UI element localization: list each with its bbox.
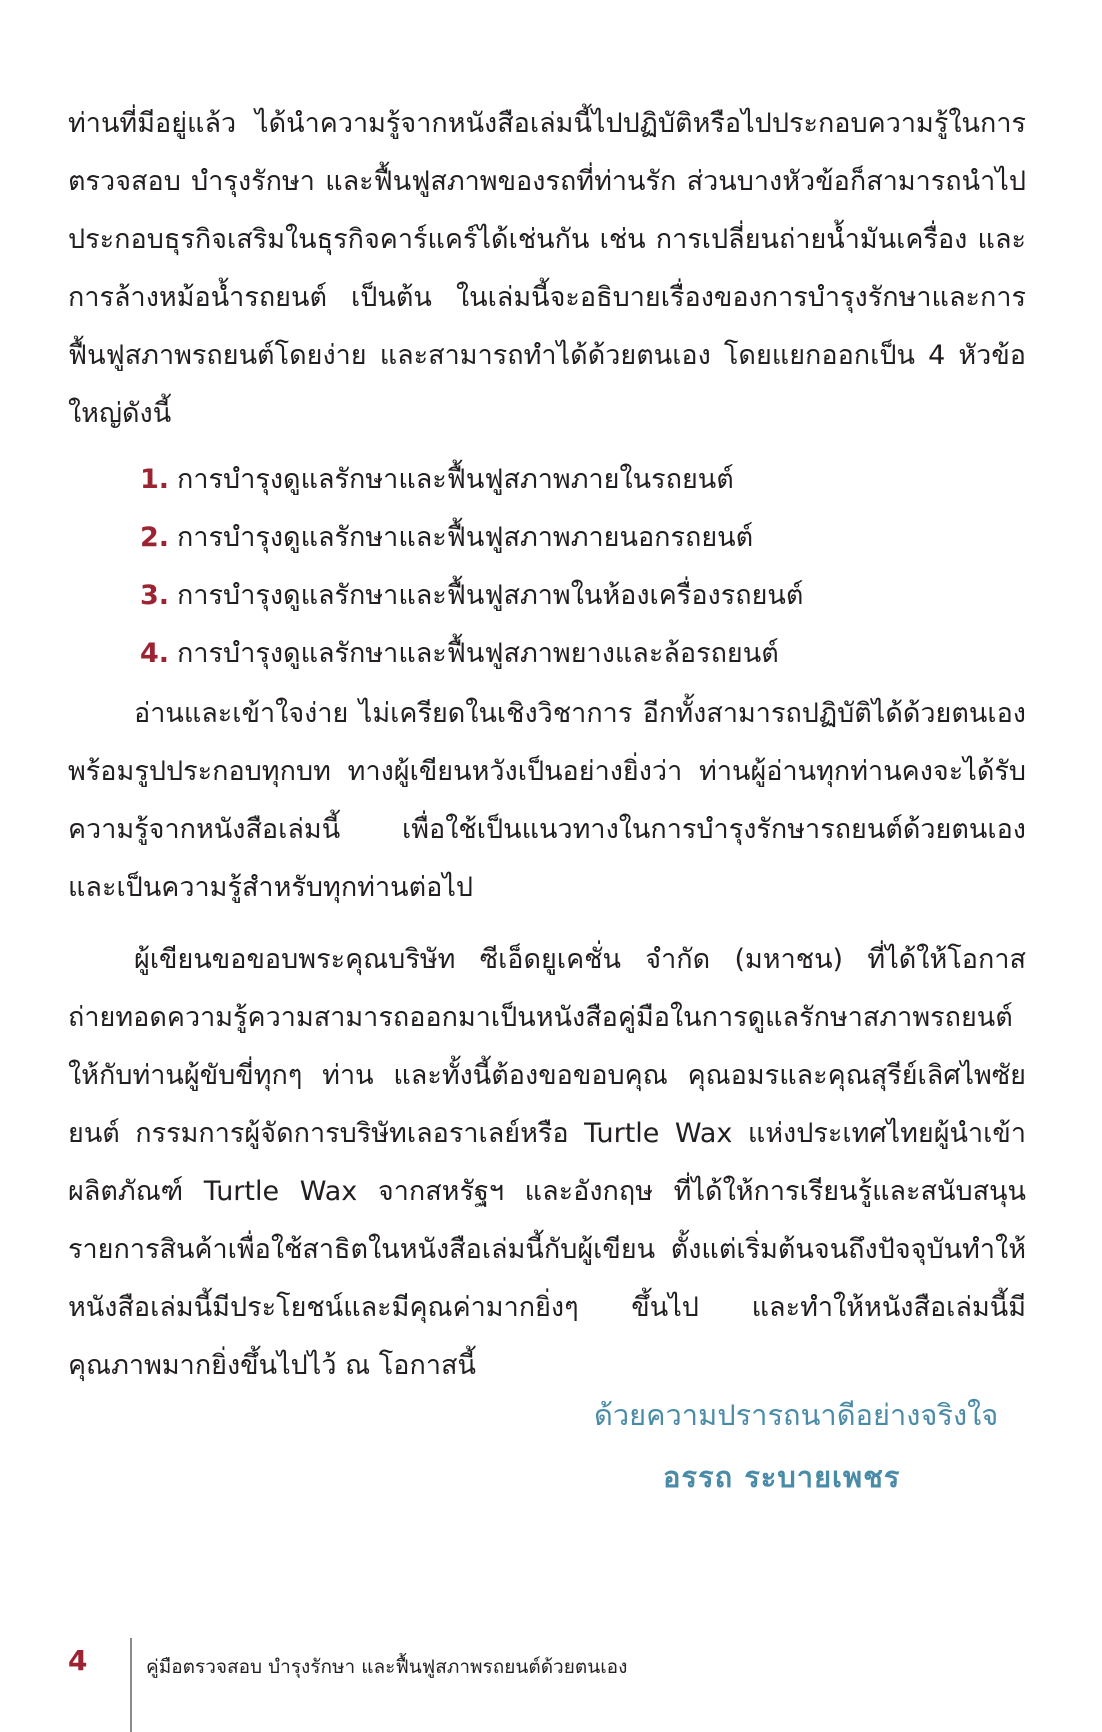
list-item (140, 625, 1026, 683)
list-number: 4. (140, 638, 170, 669)
list-number: 3. (140, 580, 170, 611)
intro-paragraph: ท่านที่มีอยู่แล้ว ได้นำความรู้จากหนังสือเล่มนี้ไปปฏิบัติหรือไปประกอบความรู้ในการตรวจสอบ บำรุงรักษา และฟื้นฟูสภาพของรถที่ท่านรัก ส่วนบางหัวข้อก็สามารถนำไปประกอบธุรกิจเสริมในธุรกิจคาร์แคร์ได้เช่นกัน เช่น การเปลี่ยนถ่ายน้ำมันเครื่อง และการล้างหม้อน้ำรถยนต์ เป็นต้น ในเล่มนี้จะอธิบายเรื่องของการบำรุงรักษาและการฟื้นฟูสภาพรถยนต์โดยง่าย และสามารถทำได้ด้วยตนเอง โดยแยกออกเป็น 4 หัวข้อใหญ่ดังนี้ (68, 108, 1026, 429)
body-text (68, 95, 1026, 1395)
list-text: การบำรุงดูแลรักษาและฟื้นฟูสภาพภายในรถยนต์ (177, 464, 734, 495)
list-text: การบำรุงดูแลรักษาและฟื้นฟูสภาพในห้องเครื่องรถยนต์ (177, 580, 804, 611)
list-number: 1. (140, 464, 170, 495)
running-footer-title: คู่มือตรวจสอบ บำรุงรักษา และฟื้นฟูสภาพรถยนต์ด้วยตนเอง (146, 1656, 628, 1678)
list-item (140, 509, 1026, 567)
topic-list (68, 451, 1026, 683)
reading-paragraph: อ่านและเข้าใจง่าย ไม่เครียดในเชิงวิชาการ อีกทั้งสามารถปฏิบัติได้ด้วยตนเอง พร้อมรูปประกอบทุกบท ทางผู้เขียนหวังเป็นอย่างยิ่งว่า ท่านผู้อ่านทุกท่านคงจะได้รับความรู้จากหนังสือเล่มนี้ เพื่อใช้เป็นแนวทางในการบำรุงรักษารถยนต์ด้วยตนเอง และเป็นความรู้สำหรับทุกท่านต่อไป (68, 698, 1026, 903)
list-item (140, 451, 1026, 509)
author-name: อรรถ ระบายเพชร (663, 1460, 901, 1494)
closing-greeting: ด้วยความปรารถนาดีอย่างจริงใจ (594, 1398, 999, 1432)
page-number: 4 (68, 1644, 88, 1677)
list-text: การบำรุงดูแลรักษาและฟื้นฟูสภาพยางและล้อรถยนต์ (177, 638, 779, 669)
footer-divider (130, 1638, 132, 1732)
list-text: การบำรุงดูแลรักษาและฟื้นฟูสภาพภายนอกรถยนต์ (177, 522, 754, 553)
list-number: 2. (140, 522, 170, 553)
thanks-paragraph: ผู้เขียนขอขอบพระคุณบริษัท ซีเอ็ดยูเคชั่น จำกัด (มหาชน) ที่ได้ให้โอกาสถ่ายทอดความรู้ความสามารถออกมาเป็นหนังสือคู่มือในการดูแลรักษาสภาพรถยนต์ให้กับท่านผู้ขับขี่ทุกๆ ท่าน และทั้งนี้ต้องขอขอบคุณ คุณอมรและคุณสุรีย์เลิศไพซัยยนต์ กรรมการผู้จัดการบริษัทเลอราเลย์หรือ Turtle Wax แห่งประเทศไทยผู้นำเข้าผลิตภัณฑ์ Turtle Wax จากสหรัฐฯ และอังกฤษ ที่ได้ให้การเรียนรู้และสนับสนุนรายการสินค้าเพื่อใช้สาธิตในหนังสือเล่มนี้กับผู้เขียน ตั้งแต่เริ่มต้นจนถึงปัจจุบันทำให้หนังสือเล่มนี้มีประโยชน์และมีคุณค่ามากยิ่งๆ ขึ้นไป และทำให้หนังสือเล่มนี้มีคุณภาพมากยิ่งขึ้นไปไว้ ณ โอกาสนี้ (68, 944, 1026, 1381)
list-item (140, 567, 1026, 625)
